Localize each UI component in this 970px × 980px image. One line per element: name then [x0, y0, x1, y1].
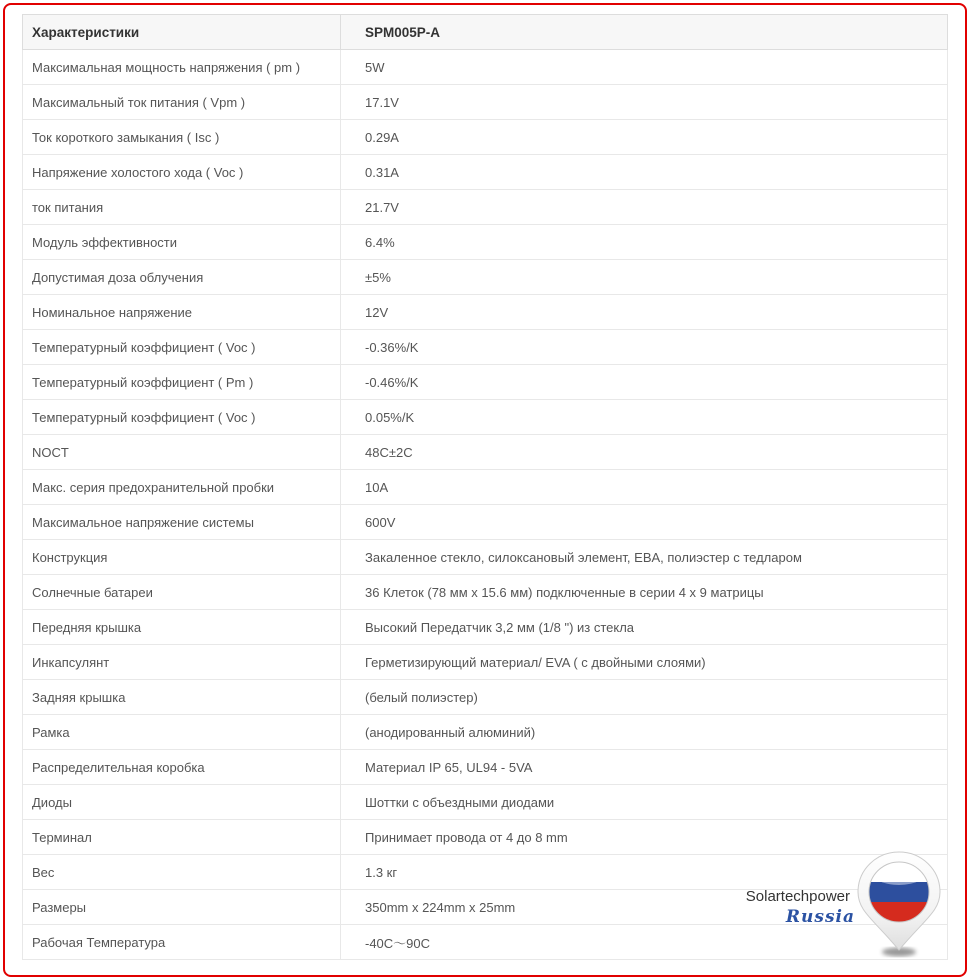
brand-country: Russia — [785, 907, 855, 927]
table-row — [23, 470, 948, 505]
header-characteristics: Характеристики — [23, 15, 341, 50]
row-label: Вес — [23, 855, 341, 890]
table-row — [23, 85, 948, 120]
table-row — [23, 925, 948, 960]
row-label: ток питания — [23, 190, 341, 225]
table-row — [23, 295, 948, 330]
row-value: 21.7V — [341, 190, 948, 225]
table-row — [23, 225, 948, 260]
table-row — [23, 785, 948, 820]
row-value: -40C～90C — [341, 925, 948, 960]
row-label: Максимальное напряжение системы — [23, 505, 341, 540]
table-row — [23, 610, 948, 645]
row-value: 0.29A — [341, 120, 948, 155]
row-value: 0.05%/K — [341, 400, 948, 435]
row-label: Номинальное напряжение — [23, 295, 341, 330]
row-value: 350mm x 224mm x 25mm — [341, 890, 948, 925]
row-label: Температурный коэффициент ( Voc ) — [23, 400, 341, 435]
table-row — [23, 540, 948, 575]
row-value: Высокий Передатчик 3,2 мм (1/8 ") из стекла — [341, 610, 948, 645]
row-value: ±5% — [341, 260, 948, 295]
row-value: 5W — [341, 50, 948, 85]
row-value: 0.31A — [341, 155, 948, 190]
row-label: NOCT — [23, 435, 341, 470]
row-label: Максимальный ток питания ( Vpm ) — [23, 85, 341, 120]
header-model: SPM005P-A — [341, 15, 948, 50]
table-row — [23, 715, 948, 750]
row-label: Допустимая доза облучения — [23, 260, 341, 295]
row-value: 12V — [341, 295, 948, 330]
row-label: Рабочая Температура — [23, 925, 341, 960]
row-label: Макс. серия предохранительной пробки — [23, 470, 341, 505]
table-row — [23, 365, 948, 400]
row-value: 1.3 кг — [341, 855, 948, 890]
row-label: Напряжение холостого хода ( Voc ) — [23, 155, 341, 190]
spec-table — [22, 14, 948, 960]
table-row — [23, 680, 948, 715]
table-row — [23, 645, 948, 680]
row-value: 48C±2C — [341, 435, 948, 470]
table-row — [23, 890, 948, 925]
table-row — [23, 120, 948, 155]
table-row — [23, 330, 948, 365]
table-row — [23, 505, 948, 540]
row-value: 600V — [341, 505, 948, 540]
table-row — [23, 750, 948, 785]
row-label: Температурный коэффициент ( Pm ) — [23, 365, 341, 400]
row-value: Закаленное стекло, силоксановый элемент, EBA, полиэстер с тедларом — [341, 540, 948, 575]
row-value: Герметизирующий материал/ EVA ( с двойными слоями) — [341, 645, 948, 680]
row-label: Температурный коэффициент ( Voc ) — [23, 330, 341, 365]
row-label: Модуль эффективности — [23, 225, 341, 260]
table-row — [23, 820, 948, 855]
table-row — [23, 435, 948, 470]
row-label: Конструкция — [23, 540, 341, 575]
table-row — [23, 575, 948, 610]
table-row — [23, 260, 948, 295]
row-value: 17.1V — [341, 85, 948, 120]
row-label: Распределительная коробка — [23, 750, 341, 785]
row-label: Солнечные батареи — [23, 575, 341, 610]
row-label: Терминал — [23, 820, 341, 855]
row-label: Максимальная мощность напряжения ( pm ) — [23, 50, 341, 85]
row-label: Задняя крышка — [23, 680, 341, 715]
row-value: -0.36%/K — [341, 330, 948, 365]
table-row — [23, 400, 948, 435]
row-value: -0.46%/K — [341, 365, 948, 400]
row-value: Принимает провода от 4 до 8 mm — [341, 820, 948, 855]
row-value: (белый полиэстер) — [341, 680, 948, 715]
row-label: Инкапсулянт — [23, 645, 341, 680]
row-value: 36 Клеток (78 мм x 15.6 мм) подключенные в серии 4 x 9 матрицы — [341, 575, 948, 610]
table-header-row — [23, 15, 948, 50]
row-value: 6.4% — [341, 225, 948, 260]
table-body — [23, 50, 948, 960]
row-label: Рамка — [23, 715, 341, 750]
row-label: Ток короткого замыкания ( Isc ) — [23, 120, 341, 155]
brand-name: Solartechpower — [745, 888, 850, 905]
row-value: 10A — [341, 470, 948, 505]
row-label: Передняя крышка — [23, 610, 341, 645]
row-value: Материал IP 65, UL94 - 5VA — [341, 750, 948, 785]
table-row — [23, 190, 948, 225]
row-label: Диоды — [23, 785, 341, 820]
row-label: Размеры — [23, 890, 341, 925]
table-row — [23, 855, 948, 890]
table-row — [23, 155, 948, 190]
row-value: (анодированный алюминий) — [341, 715, 948, 750]
table-row — [23, 50, 948, 85]
row-value: Шоттки с объездными диодами — [341, 785, 948, 820]
